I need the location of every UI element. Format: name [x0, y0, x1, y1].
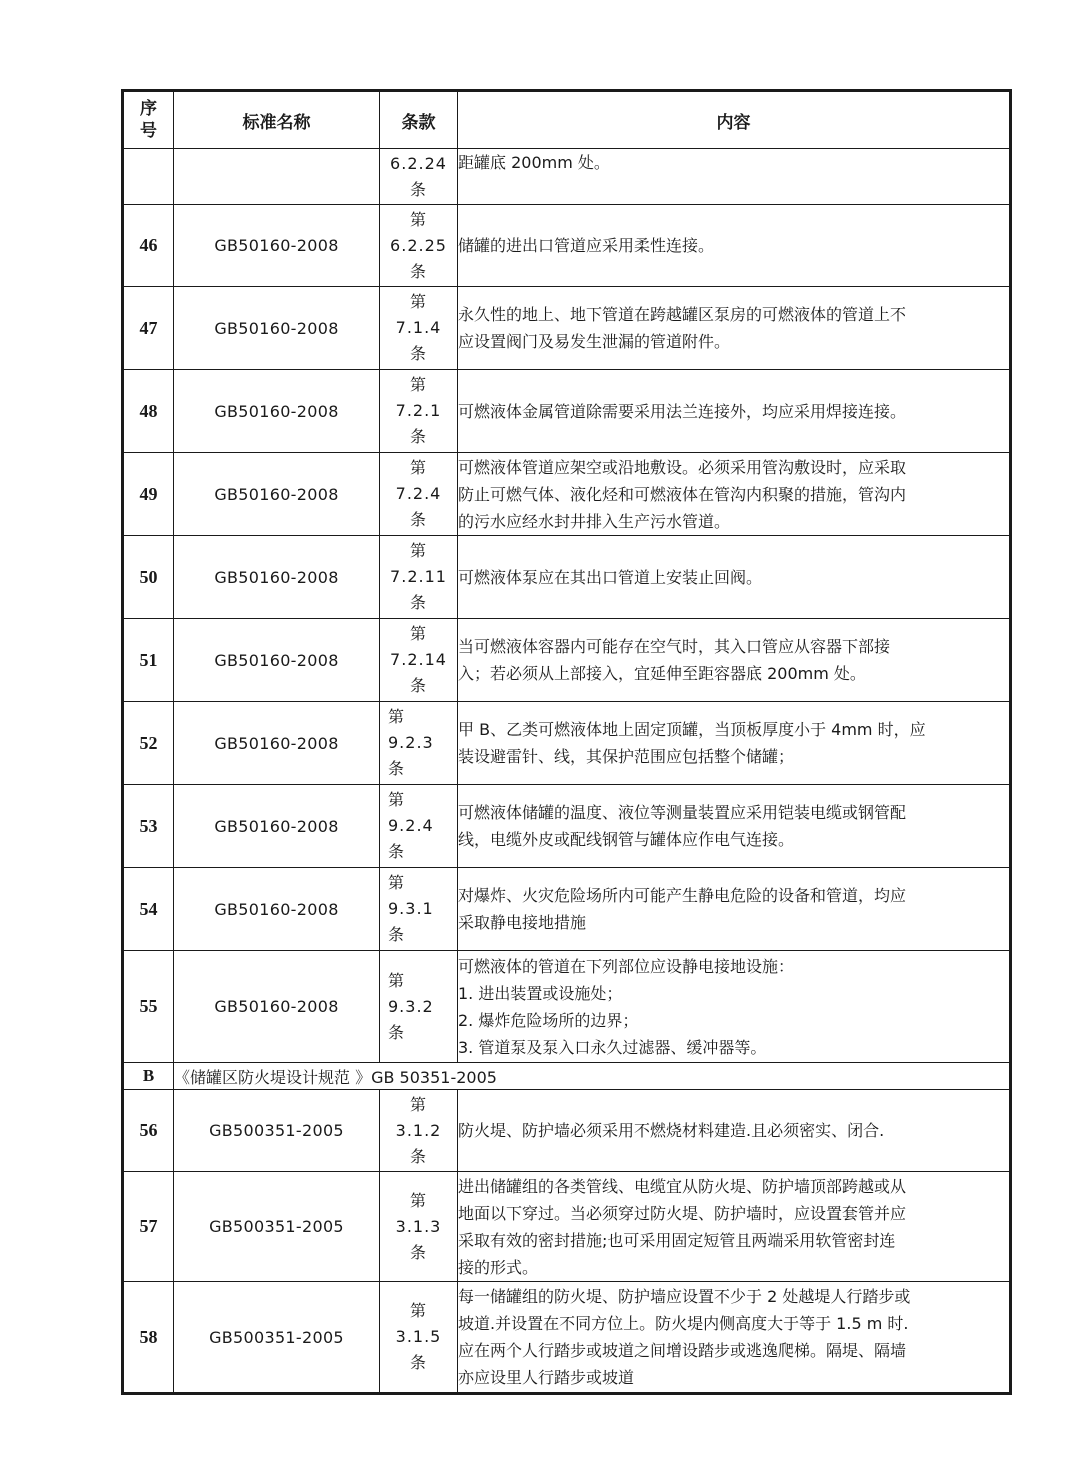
cell-standard-name: GB50160-2008	[174, 287, 380, 370]
clause-line: 7.2.11	[390, 567, 447, 586]
cell-serial-number: 51	[123, 619, 174, 702]
cell-standard-name: GB50160-2008	[174, 702, 380, 785]
cell-clause	[380, 1282, 458, 1394]
clause-line: 第	[409, 1190, 427, 1210]
clause-line: 第	[409, 375, 427, 394]
clause-line: 条	[409, 1242, 427, 1262]
clause-line: 3.1.5	[395, 1327, 442, 1346]
cell-content	[458, 205, 1011, 287]
cell-clause	[380, 868, 458, 951]
table-row	[123, 287, 1011, 370]
clause-line: 条	[388, 842, 406, 861]
clause-line: 第	[409, 1094, 427, 1114]
clause-line: 条	[409, 261, 427, 281]
cell-clause	[380, 1090, 458, 1172]
clause-line: 第	[409, 624, 427, 643]
table-body-section-b	[123, 1090, 1011, 1394]
section-letter: B	[123, 1063, 174, 1090]
clause-line: 条	[409, 179, 427, 199]
cell-standard-name	[174, 149, 380, 205]
clause-line: 条	[388, 1022, 406, 1042]
clause-line: 7.1.4	[395, 318, 442, 337]
clause-line: 第	[388, 873, 406, 892]
cell-clause	[380, 536, 458, 619]
cell-clause	[380, 785, 458, 868]
cell-standard-name: GB50160-2008	[174, 370, 380, 453]
cell-serial-number: 46	[123, 205, 174, 287]
section-row-b	[123, 1063, 1011, 1090]
table-row	[123, 205, 1011, 287]
table-row	[123, 619, 1011, 702]
content-line: 储罐的进出口管道应采用柔性连接。	[458, 236, 715, 255]
content-line: 可燃液体泵应在其出口管道上安装止回阀。	[458, 567, 763, 587]
content-line: 采取静电接地措施	[458, 913, 587, 932]
cell-standard-name: GB500351-2005	[174, 1282, 380, 1394]
table-row	[123, 453, 1011, 536]
cell-content	[458, 868, 1011, 951]
cell-content	[458, 785, 1011, 868]
cell-clause	[380, 205, 458, 287]
table-row	[123, 1090, 1011, 1172]
table-row	[123, 868, 1011, 951]
clause-line: 6.2.24	[390, 153, 447, 173]
table-row	[123, 1172, 1011, 1282]
clause-line: 条	[388, 925, 406, 944]
clause-line: 条	[409, 510, 427, 529]
cell-content	[458, 287, 1011, 370]
cell-clause	[380, 370, 458, 453]
standards-table	[121, 89, 1012, 1395]
clause-line: 条	[409, 1353, 427, 1372]
cell-clause	[380, 453, 458, 536]
table-row	[123, 702, 1011, 785]
table-row	[123, 370, 1011, 453]
cell-clause	[380, 1172, 458, 1282]
clause-line: 第	[409, 292, 427, 311]
header-clause: 条款	[380, 91, 458, 149]
table-row	[123, 785, 1011, 868]
clause-line: 6.2.25	[390, 235, 447, 255]
cell-serial-number: 49	[123, 453, 174, 536]
content-line: 进出储罐组的各类管线、电缆宜从防火堤、防护墙顶部跨越或从	[458, 1176, 907, 1196]
clause-line: 条	[409, 676, 427, 695]
cell-content	[458, 536, 1011, 619]
cell-clause	[380, 619, 458, 702]
cell-serial-number: 57	[123, 1172, 174, 1282]
content-line: 采取有效的密封措施;也可采用固定短管且两端采用软管密封连	[458, 1230, 896, 1250]
cell-standard-name: GB50160-2008	[174, 619, 380, 702]
cell-content	[458, 149, 1011, 205]
clause-line: 第	[388, 970, 406, 990]
clause-line: 9.2.4	[388, 816, 434, 835]
cell-serial-number: 54	[123, 868, 174, 951]
clause-line: 条	[388, 759, 406, 778]
cell-content	[458, 370, 1011, 453]
clause-line: 条	[409, 1146, 427, 1166]
header-standard-name: 标准名称	[174, 91, 380, 149]
cell-serial-number: 53	[123, 785, 174, 868]
content-line: 坡道.并设置在不同方位上。防火堤内侧高度大于等于 1.5 m 时.	[458, 1314, 909, 1333]
cell-clause	[380, 951, 458, 1063]
cell-standard-name: GB500351-2005	[174, 1090, 380, 1172]
content-line: 的污水应经水封井排入生产污水管道。	[458, 511, 731, 531]
clause-line: 9.3.1	[388, 899, 434, 918]
content-line: 接的形式。	[458, 1257, 539, 1277]
content-line: 应在两个人行踏步或坡道之间增设踏步或逃逸爬梯。隔堤、隔墙	[458, 1341, 907, 1360]
cell-serial-number: 56	[123, 1090, 174, 1172]
cell-serial-number: 47	[123, 287, 174, 370]
table-row	[123, 951, 1011, 1063]
table-row	[123, 1282, 1011, 1394]
content-line: 3. 管道泵及泵入口永久过滤器、缓冲器等。	[458, 1037, 767, 1057]
cell-content	[458, 453, 1011, 536]
content-line: 1. 进出装置或设施处；	[458, 983, 623, 1003]
content-line: 永久性的地上、地下管道在跨越罐区泵房的可燃液体的管道上不	[458, 305, 907, 324]
header-serial-number: 序号	[123, 91, 174, 149]
clause-line: 条	[409, 427, 427, 446]
header-content: 内容	[458, 91, 1011, 149]
content-line: 甲 B、乙类可燃液体地上固定顶罐，当顶板厚度小于 4mm 时，应	[458, 720, 926, 739]
cell-standard-name: GB50160-2008	[174, 785, 380, 868]
content-line: 可燃液体管道应架空或沿地敷设。必须采用管沟敷设时，应采取	[458, 457, 907, 477]
cell-content	[458, 619, 1011, 702]
content-line: 每一储罐组的防火堤、防护墙应设置不少于 2 处越堤人行踏步或	[458, 1287, 911, 1306]
cell-content	[458, 1282, 1011, 1394]
content-line: 装设避雷针、线，其保护范围应包括整个储罐；	[458, 747, 795, 766]
clause-line: 第	[388, 790, 406, 809]
table-row-continuation	[123, 149, 1011, 205]
content-line: 对爆炸、火灾危险场所内可能产生静电危险的设备和管道，均应	[458, 886, 907, 905]
clause-line: 条	[409, 344, 427, 363]
cell-serial-number: 48	[123, 370, 174, 453]
cell-standard-name: GB500351-2005	[174, 1172, 380, 1282]
clause-line: 7.2.4	[395, 484, 442, 503]
content-line: 可燃液体储罐的温度、液位等测量装置应采用铠装电缆或钢管配	[458, 803, 907, 822]
clause-line: 第	[409, 1301, 427, 1320]
cell-standard-name: GB50160-2008	[174, 205, 380, 287]
clause-line: 第	[388, 707, 406, 726]
table-body-section-a	[123, 149, 1011, 1063]
clause-line: 7.2.14	[390, 650, 447, 669]
content-line: 2. 爆炸危险场所的边界；	[458, 1010, 639, 1030]
cell-standard-name: GB50160-2008	[174, 868, 380, 951]
clause-line: 9.3.2	[388, 996, 434, 1016]
clause-line: 3.1.3	[395, 1216, 442, 1236]
cell-content	[458, 1090, 1011, 1172]
cell-serial-number: 58	[123, 1282, 174, 1394]
table-header-row	[123, 91, 1011, 149]
cell-content	[458, 951, 1011, 1063]
clause-line: 第	[409, 209, 427, 229]
content-line: 入；若必须从上部接入，宜延伸至距容器底 200mm 处。	[458, 664, 866, 683]
content-line: 应设置阀门及易发生泄漏的管道附件。	[458, 332, 731, 351]
clause-line: 第	[409, 541, 427, 560]
cell-content	[458, 1172, 1011, 1282]
content-line: 地面以下穿过。当必须穿过防火堤、防护墙时，应设置套管并应	[458, 1203, 907, 1223]
cell-clause	[380, 702, 458, 785]
cell-standard-name: GB50160-2008	[174, 453, 380, 536]
table-body-section-b-header	[123, 1063, 1011, 1090]
cell-serial-number: 50	[123, 536, 174, 619]
clause-line: 条	[409, 593, 427, 612]
cell-clause	[380, 287, 458, 370]
table-row	[123, 536, 1011, 619]
clause-line: 3.1.2	[395, 1120, 442, 1140]
cell-standard-name: GB50160-2008	[174, 536, 380, 619]
clause-line: 9.2.3	[388, 733, 434, 752]
section-title: 《储罐区防火堤设计规范 》GB 50351-2005	[174, 1063, 1011, 1090]
content-line: 线，电缆外皮或配线钢管与罐体应作电气连接。	[458, 830, 795, 849]
content-line: 亦应设里人行踏步或坡道	[458, 1368, 635, 1387]
cell-standard-name: GB50160-2008	[174, 951, 380, 1063]
content-line: 距罐底 200mm 处。	[458, 153, 610, 172]
content-line: 可燃液体金属管道除需要采用法兰连接外，均应采用焊接连接。	[458, 401, 907, 421]
clause-line: 7.2.1	[395, 401, 442, 420]
cell-clause	[380, 149, 458, 205]
content-line: 防火堤、防护墙必须采用不燃烧材料建造.且必须密实、闭合.	[458, 1121, 885, 1140]
content-line: 防止可燃气体、液化烃和可燃液体在管沟内积聚的措施，管沟内	[458, 484, 907, 504]
cell-serial-number	[123, 149, 174, 205]
content-line: 当可燃液体容器内可能存在空气时，其入口管应从容器下部接	[458, 637, 891, 656]
clause-line: 第	[409, 458, 427, 477]
cell-serial-number: 52	[123, 702, 174, 785]
cell-content	[458, 702, 1011, 785]
cell-serial-number: 55	[123, 951, 174, 1063]
content-line: 可燃液体的管道在下列部位应设静电接地设施：	[458, 956, 795, 976]
